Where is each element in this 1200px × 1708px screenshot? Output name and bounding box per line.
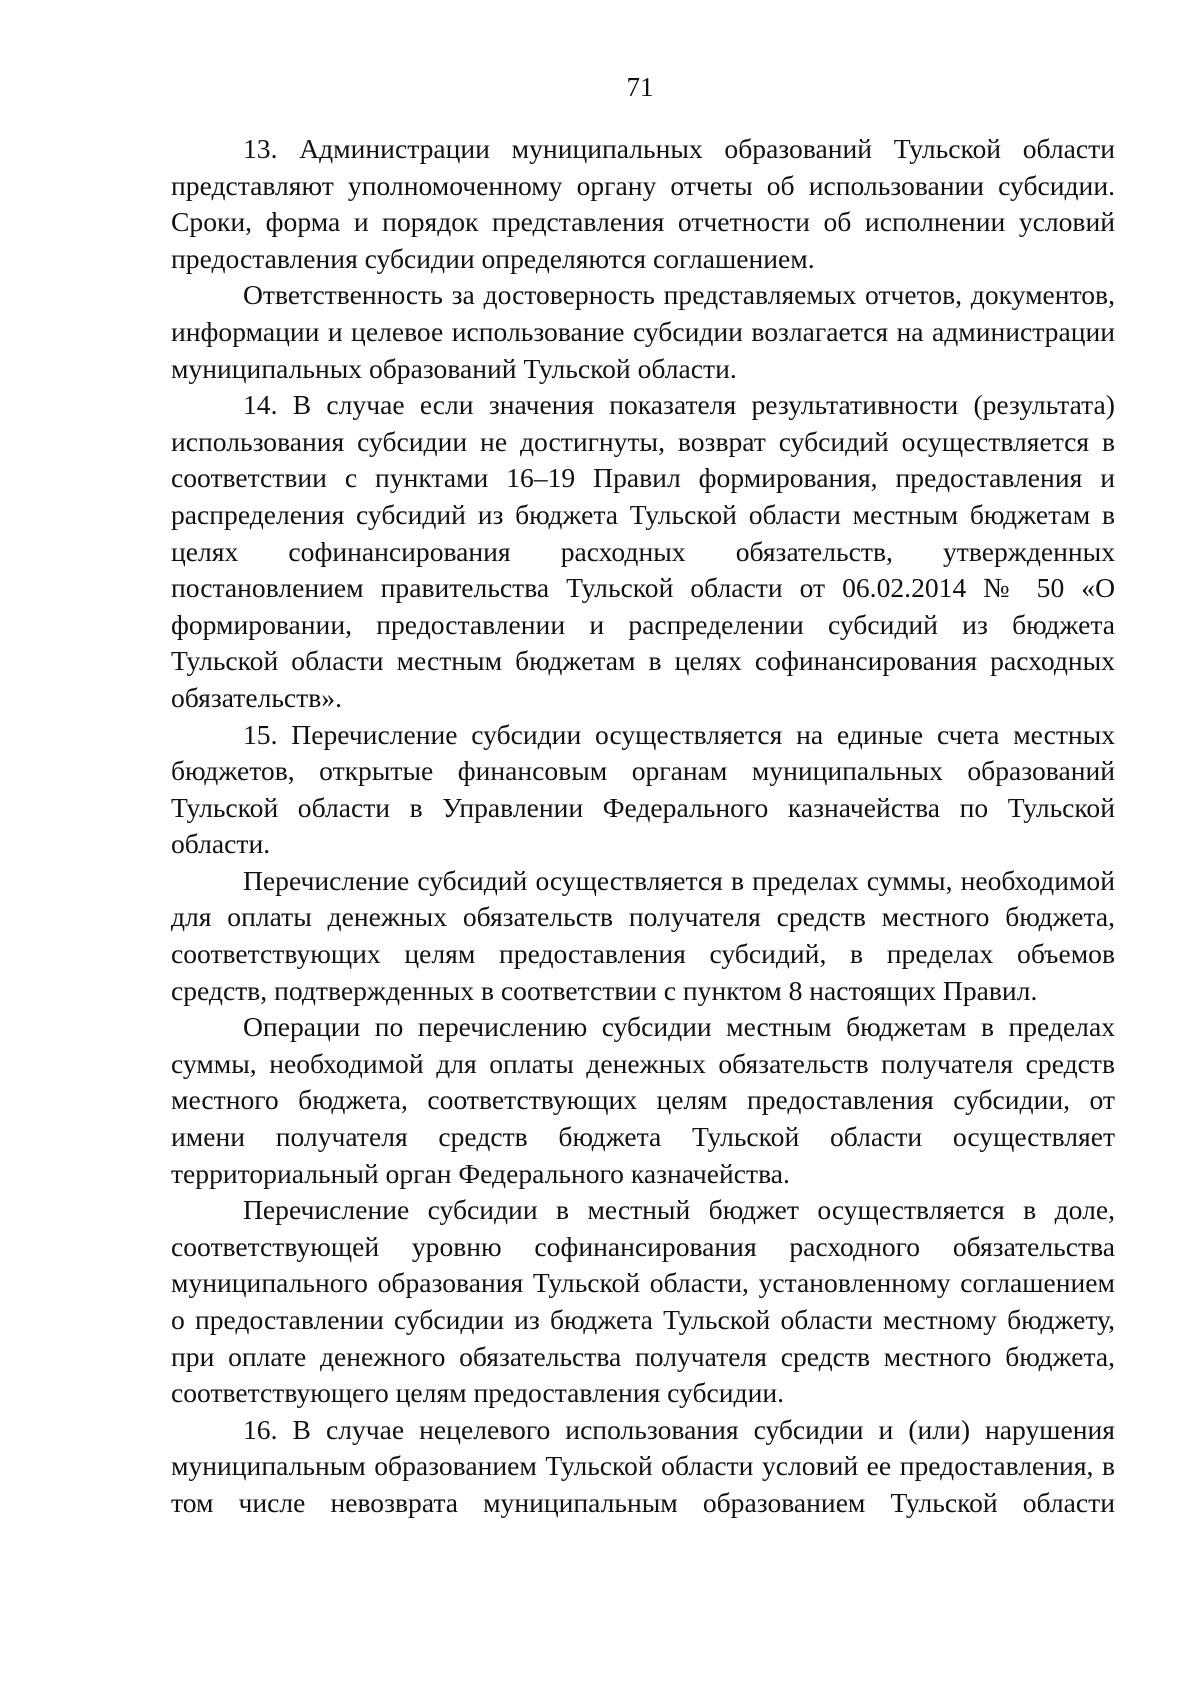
paragraph-13-responsibility: Ответственность за достоверность представляемых отчетов, документов, информации и целевое использование субсидии возлагается на администрации муниципальных образований Тульской области. (171, 279, 1115, 384)
document-body (171, 131, 1115, 1522)
paragraph-16: 16. В случае нецелевого использования субсидии и (или) нарушения муниципальным образованием Тульской области условий ее предоставления, в том числе невозврата муниципальным образованием Тульской области (171, 1413, 1115, 1518)
paragraph-15-limits: Перечисление субсидий осуществляется в пределах суммы, необходимой для оплаты денежных обязательств получателя средств местного бюджета, соответствующих целям предоставления субсидий, в пределах объемов средств, подтвержденных в соответствии с пунктом 8 настоящих Правил. (171, 864, 1115, 1006)
paragraph-15-operations: Операции по перечислению субсидии местным бюджетам в пределах суммы, необходимой для оплаты денежных обязательств получателя средств местного бюджета, соответствующих целям предоставления субсидии, от имени получателя средств бюджета Тульской области осуществляет территориальный орган Федерального казначейства. (171, 1011, 1115, 1189)
paragraph-13: 13. Администрации муниципальных образований Тульской области представляют уполномоченному органу отчеты об использовании субсидии. Сроки, форма и порядок представления отчетности об исполнении условий предоставления субсидии определяются соглашением. (171, 133, 1115, 274)
paragraph-15-share: Перечисление субсидии в местный бюджет осуществляется в доле, соответствующей уровню софинансирования расходного обязательства муниципального образования Тульской области, установленному соглашением о предоставлении субсидии из бюджета Тульской области местному бюджету, при оплате денежного обязательства получателя средств местного бюджета, соответствующего целям предоставления субсидии. (171, 1194, 1115, 1409)
page-number: 71 (626, 72, 654, 102)
paragraph-14: 14. В случае если значения показателя результативности (результата) использования субсидии не достигнуты, возврат субсидий осуществляется в соответствии с пунктами 16–19 Правил формирования, предоставления и распределения субсидий из бюджета Тульской области местным бюджетам в целях софинансирования расходных обязательств, утвержденных постановлением правительства Тульской области от 06.02.2014 № 50 «О формировании, предоставлении и распределении субсидий из бюджета Тульской области местным бюджетам в целях софинансирования расходных обязательств». (171, 389, 1115, 713)
paragraph-15: 15. Перечисление субсидии осуществляется на единые счета местных бюджетов, открытые финансовым органам муниципальных образований Тульской области в Управлении Федерального казначейства по Тульской области. (171, 718, 1115, 860)
